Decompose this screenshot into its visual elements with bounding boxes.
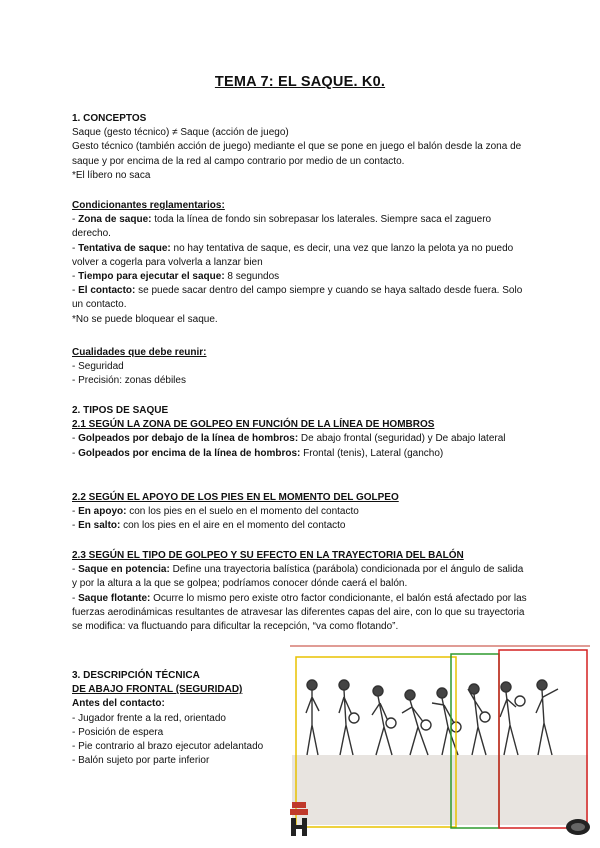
section-conceptos [72,112,527,183]
institution-logo [288,802,310,838]
player-figure [500,682,525,755]
list-item: - Golpeados por debajo de la línea de hombros: De abajo frontal (seguridad) y De abajo lateral [72,433,506,445]
list-item: - Posición de espera [72,726,164,738]
list-item: - Saque flotante: Ocurre lo mismo pero existe otro factor condicionante, el balón está afectado por las fuerzas aerodinámicas resultantes de atravesar las diferentes capas del aire, con lo que su trayectoria se modifica: va fluctuando para dificultar la recepción, “va como flotando”. [72,592,527,633]
subsection-heading: Antes del contacto: [72,698,165,710]
player-figure [372,686,396,755]
section-condicionantes [72,199,527,327]
subsection-heading: 2.1 SEGÚN LA ZONA DE GOLPEO EN FUNCIÓN DE LA LÍNEA DE HOMBROS [72,419,435,431]
subsection-heading: 2.2 SEGÚN EL APOYO DE LOS PIES EN EL MOMENTO DEL GOLPEO [72,492,399,503]
note: *No se puede bloquear el saque. [72,313,218,325]
paragraph: Saque (gesto técnico) ≠ Saque (acción de juego) [72,127,289,139]
subsection-heading: DE ABAJO FRONTAL (SEGURIDAD) [72,684,243,696]
section-efecto [72,549,527,634]
player-figure [468,684,490,755]
list-item: - Jugador frente a la red, orientado [72,712,226,724]
list-item: - En apoyo: con los pies en el suelo en el momento del contacto [72,506,359,518]
section-heading: 2. TIPOS DE SAQUE [72,405,169,416]
document-title: TEMA 7: EL SAQUE. K0. [214,74,386,90]
subsection-heading: 2.3 SEGÚN EL TIPO DE GOLPEO Y SU EFECTO EN LA TRAYECTORIA DEL BALÓN [72,550,464,561]
list-item: - Pie contrario al brazo ejecutor adelantado [72,741,264,753]
subsection-heading: Condicionantes reglamentarios: [72,200,225,211]
list-item: - Seguridad [72,361,124,373]
list-item: - Golpeados por encima de la línea de hombros: Frontal (tenis), Lateral (gancho) [72,447,444,459]
player-figure [306,680,319,755]
list-item: - Tiempo para ejecutar el saque: 8 segundos [72,271,280,283]
section-tipos [72,404,527,461]
paragraph: *El líbero no saca [72,169,151,181]
section-apoyo [72,491,527,534]
player-figure [402,690,431,755]
player-figure [339,680,359,755]
list-item: - Tentativa de saque: no hay tentativa de saque, es decir, una vez que lanzo la pelota ya no puedo volver a cogerla para volverla a lanzar bien [72,242,514,268]
section-heading: 1. CONCEPTOS [72,113,147,124]
player-figure [536,680,558,755]
serve-sequence-figure [290,645,590,835]
list-item: - El contacto: se puede sacar dentro del campo siempre y cuando se haya saltado desde fuera. Solo un contacto. [72,285,523,311]
player-figures [306,680,558,755]
section-cualidades [72,346,527,389]
section-heading: 3. DESCRIPCIÓN TÉCNICA [72,670,200,681]
ground-shade [292,755,588,825]
list-item: - Saque en potencia: Define una trayectoria balística (parábola) condicionada por el ángulo de salida y por la altura a la que se golpea; podríamos conocer dónde caerá el balón. [72,564,524,590]
section-descripcion [72,669,287,768]
subsection-heading: Cualidades que debe reunir: [72,347,207,358]
list-item: - Zona de saque: toda la línea de fondo sin sobrepasar los laterales. Siempre saca el zaguero derecho. [72,214,492,240]
paragraph: Gesto técnico (también acción de juego) mediante el que se pone en juego el balón desde la zona de saque y por encima de la red al campo contrario por medio de un contacto. [72,141,522,167]
list-item: - Precisión: zonas débiles [72,375,186,387]
list-item: - En salto: con los pies en el aire en el momento del contacto [72,520,346,532]
list-item: - Balón sujeto por parte inferior [72,755,210,767]
corner-stamp-icon [565,815,591,835]
